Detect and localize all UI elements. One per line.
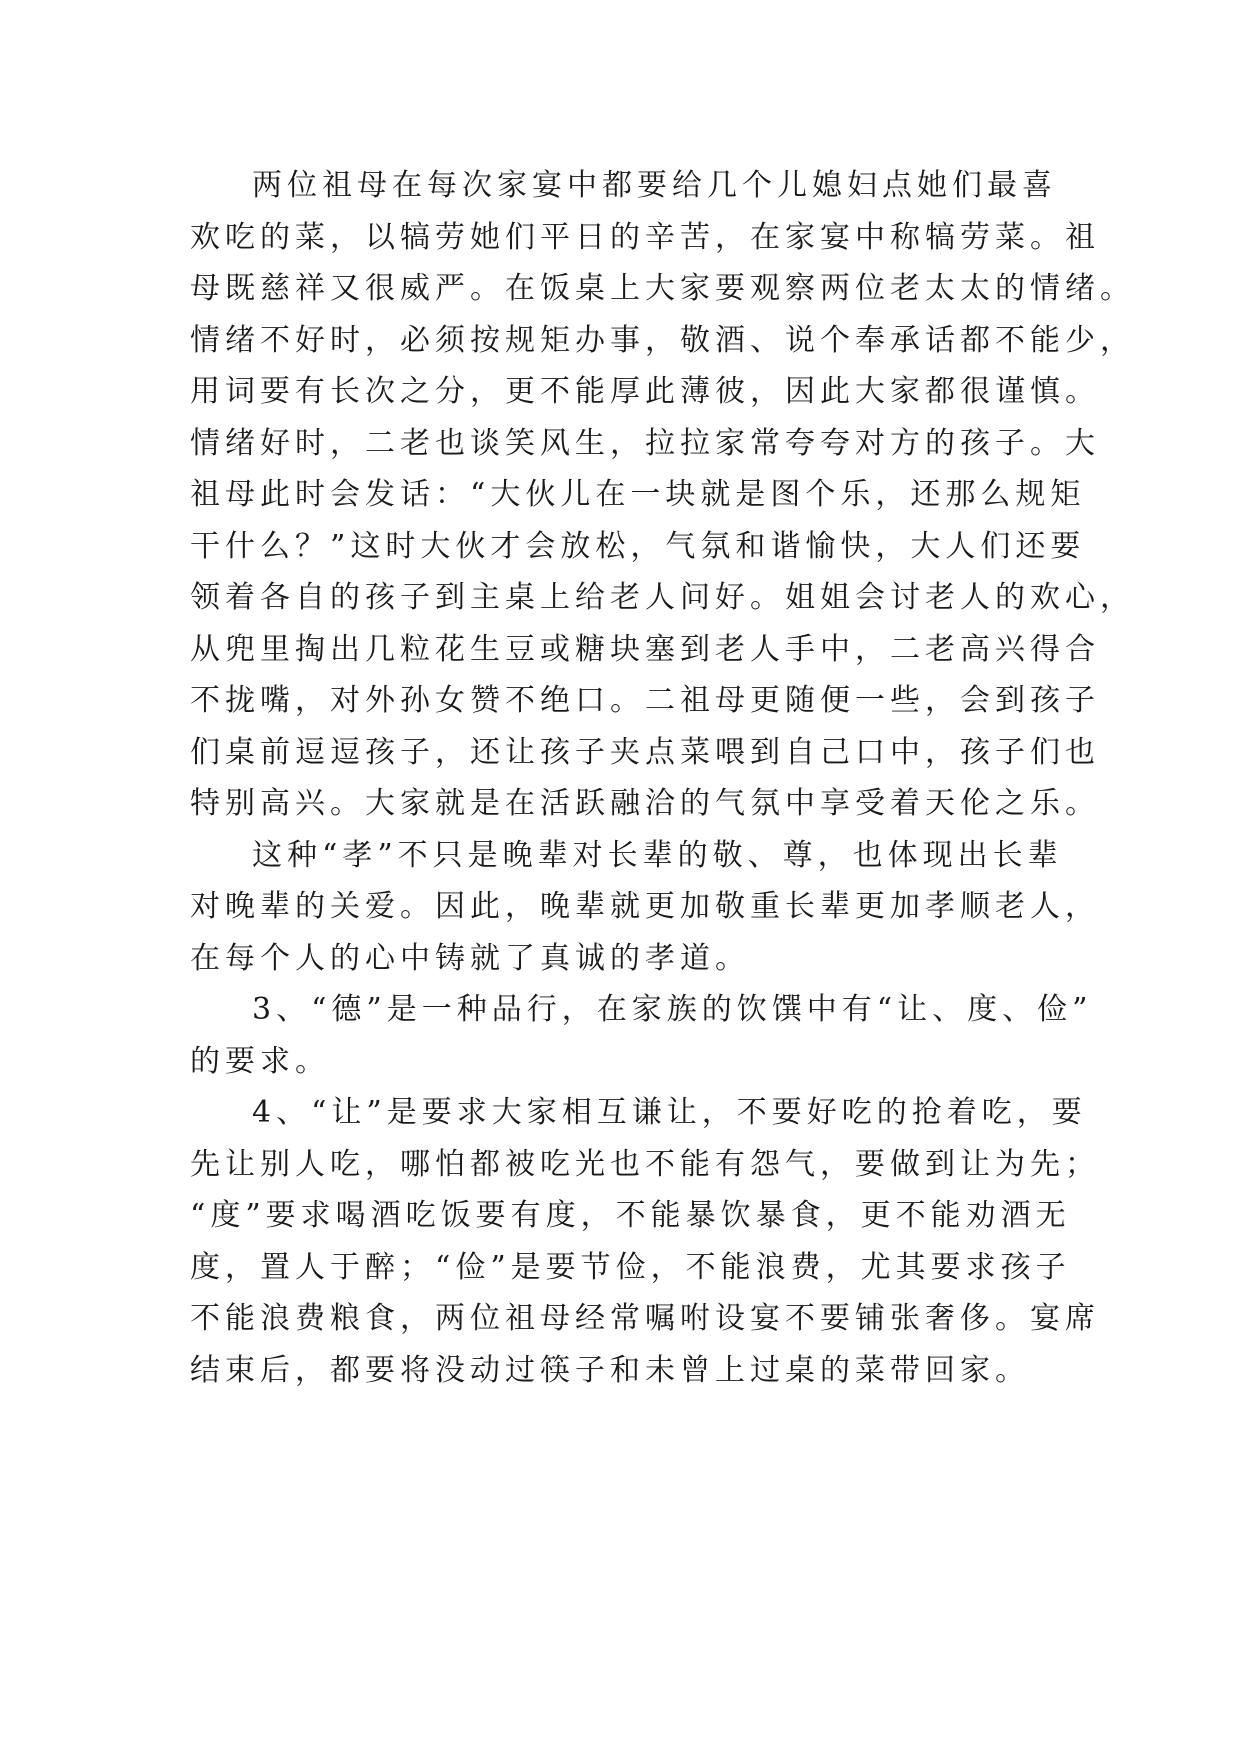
text-line: 领着各自的孩子到主桌上给老人问好。姐姐会讨老人的欢心， xyxy=(190,580,1135,615)
text-line: 欢吃的菜，以犒劳她们平日的辛苦，在家宴中称犒劳菜。祖 xyxy=(190,219,1100,255)
text-line: 4、“让”是要求大家相互谦让，不要好吃的抢着吃，要 xyxy=(252,1095,1087,1130)
text-line: 情绪不好时，必须按规矩办事，敬酒、说个奉承话都不能少， xyxy=(190,322,1135,358)
paragraph-4 xyxy=(190,1087,1100,1396)
text-line: 结束后，都要将没动过筷子和未曾上过桌的菜带回家。 xyxy=(190,1352,1030,1388)
text-line: 度，置人于醉；“俭”是要节俭，不能浪费，尤其要求孩子 xyxy=(190,1249,1071,1285)
text-line: 不能浪费粮食，两位祖母经常嘱咐设宴不要铺张奢侈。宴席 xyxy=(190,1301,1100,1336)
document-body xyxy=(190,160,1135,1396)
text-line: 特别高兴。大家就是在活跃融洽的气氛中享受着天伦之乐。 xyxy=(190,786,1100,821)
text-line: “度”要求喝酒吃饭要有度，不能暴饮暴食，更不能劝酒无 xyxy=(190,1198,1071,1233)
text-line: 母既慈祥又很威严。在饭桌上大家要观察两位老太太的情绪。 xyxy=(190,271,1135,306)
text-line: 干什么？”这时大伙才会放松，气氛和谐愉快，大人们还要 xyxy=(190,528,1086,564)
text-line: 两位祖母在每次家宴中都要给几个儿媳妇点她们最喜 xyxy=(252,168,1057,203)
text-line: 们桌前逗逗孩子，还让孩子夹点菜喂到自己口中，孩子们也 xyxy=(190,734,1100,770)
paragraph-3 xyxy=(190,984,1093,1087)
text-line: 不拢嘴，对外孙女赞不绝口。二祖母更随便一些，会到孩子 xyxy=(190,683,1100,718)
text-line: 在每个人的心中铸就了真诚的孝道。 xyxy=(190,940,750,976)
text-line: 先让别人吃，哪怕都被吃光也不能有怨气，要做到让为先； xyxy=(190,1146,1100,1182)
text-line: 从兜里掏出几粒花生豆或糖块塞到老人手中，二老高兴得合 xyxy=(190,631,1100,667)
text-line: 3、“德”是一种品行，在家族的饮馔中有“让、度、俭” xyxy=(252,992,1093,1027)
text-line: 的要求。 xyxy=(190,1043,330,1079)
text-line: 用词要有长次之分，更不能厚此薄彼，因此大家都很谨慎。 xyxy=(190,374,1100,409)
text-line: 这种“孝”不只是晚辈对长辈的敬、尊，也体现出长辈 xyxy=(252,837,1063,873)
text-line: 对晚辈的关爱。因此，晚辈就更加敬重长辈更加孝顺老人， xyxy=(190,889,1100,924)
paragraph-2 xyxy=(190,830,1100,985)
paragraph-1 xyxy=(190,160,1135,830)
text-line: 祖母此时会发话：“大伙儿在一块就是图个乐，还那么规矩 xyxy=(190,477,1086,512)
text-line: 情绪好时，二老也谈笑风生，拉拉家常夸夸对方的孩子。大 xyxy=(190,425,1100,461)
